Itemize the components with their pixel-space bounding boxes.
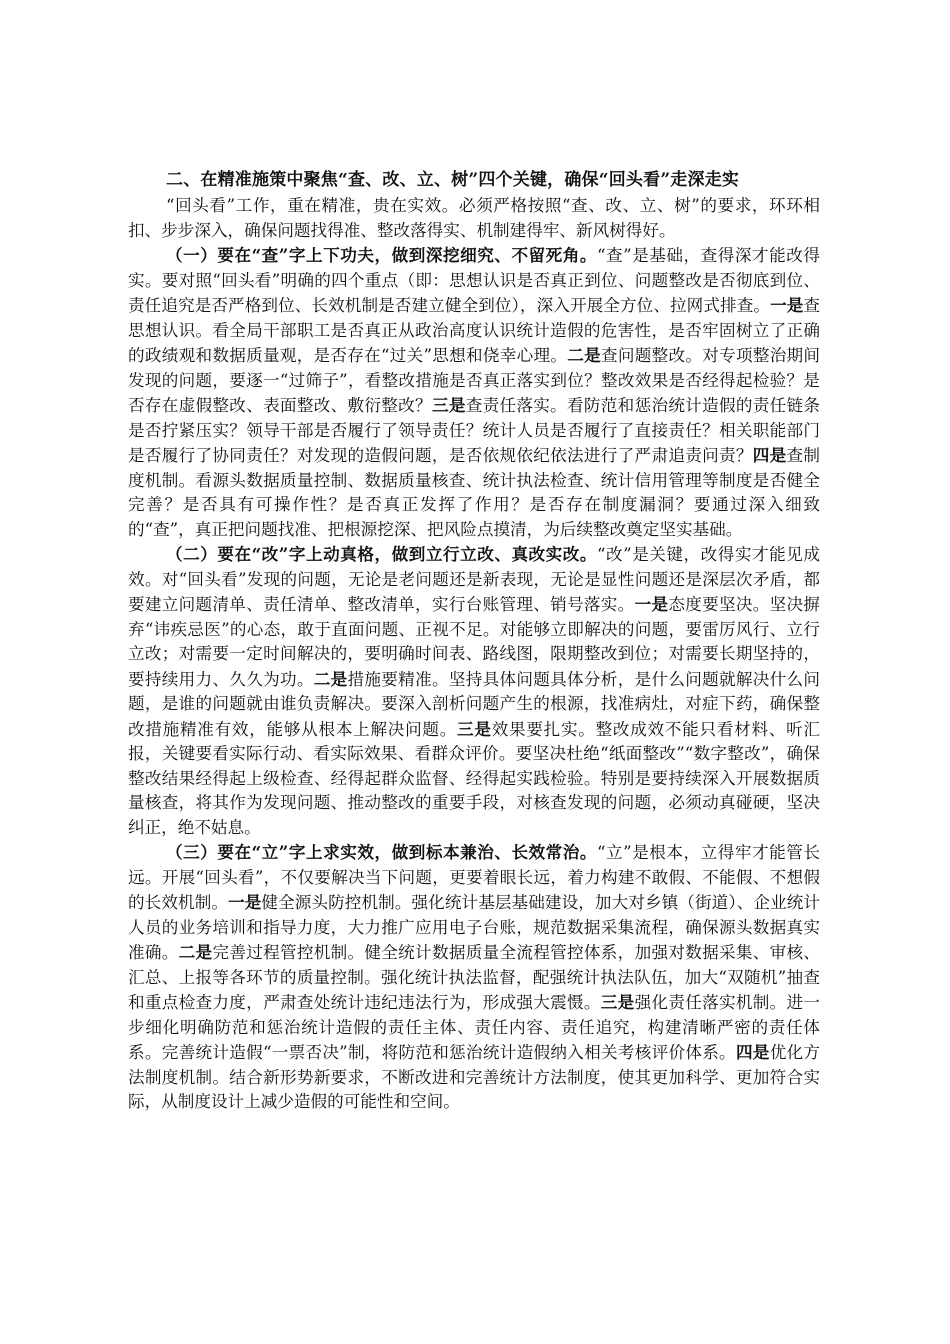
bold-text-segment: 二是 [178,942,213,962]
section-heading: 二、在精准施策中聚焦“查、改、立、树”四个关键，确保“回头看”走深走实 [166,170,740,190]
text-segment: 健全源头防控机制。强化统计基层基础建设，加大对乡镇（街道）、企业统计人员的业务培训和指导力度，大力推广应用电子台账，规范数据采集流程，确保源头数据真实准确。 [128,893,821,962]
text-segment: 查问题整改。对专项整治期间发现的问题，要逐一“过筛子”，看整改措施是否真正落实到位？整改效果是否经得起检验？是否存在虚假整改、表面整改、敷衍整改？ [128,346,821,415]
bold-text-segment: 一是 [634,594,669,614]
bold-text-segment: 三是 [431,395,466,415]
bold-text-segment: （一）要在“查”字上下功夫，做到深挖细究、不留死角。 [166,245,598,265]
bold-text-segment: 四是 [752,445,787,465]
paragraph [128,243,820,542]
bold-text-segment: 三是 [600,992,635,1012]
text-segment: 效果要扎实。整改成效不能只看材料、听汇报，关键要看实际行动、看实际效果、看群众评价。要坚决杜绝“纸面整改”“数字整改”，确保整改结果经得起上级检查、经得起群众监督、经得起实践检验。特别是要持续深入开展数据质量核查，将其作为发现问题、推动整改的重要手段，对核查发现的问题，必须动真碰硬，坚决纠正，绝不姑息。 [128,719,821,837]
text-segment: 强化责任落实机制。进一步细化明确防范和惩治统计造假的责任主体、责任内容、责任追究，构建清晰严密的责任体系。完善统计造假“一票否决”制，将防范和惩治统计造假纳入相关考核评价体系。 [128,993,821,1062]
bold-text-segment: 二是 [567,345,601,365]
bold-text-segment: 二是 [313,668,348,689]
paragraph [128,542,820,840]
bold-text-segment: 三是 [457,718,492,739]
bold-text-segment: 一是 [770,295,804,315]
bold-text-segment: （二）要在“改”字上动真格，做到立行立改、真改实改。 [166,544,598,564]
paragraph [128,840,820,1115]
text-segment: 查责任落实。看防范和惩治统计造假的责任链条是否拧紧压实？领导干部是否履行了领导责任？统计人员是否履行了直接责任？相关职能部门是否履行了协同责任？对发现的造假问题，是否依规依纪依法进行了严肃追责问责？ [128,396,821,465]
text-segment: “查”是基础，查得深才能改得实。要对照“回头看”明确的四个重点（即：思想认识是否真正到位、问题整改是否彻底到位、责任追究是否严格到位、长效机制是否建立健全到位），深入开展全方位、拉网式排查。 [128,246,820,315]
text-segment: “回头看”工作，重在精准，贵在实效。必须严格按照“查、改、立、树”的要求，环环相扣、步步深入，确保问题找得准、整改落得实、机制建得牢、新风树得好。 [128,196,820,240]
paragraph [128,194,820,243]
text-segment: “改”是关键，改得实才能见成效。对“回头看”发现的问题，无论是老问题还是新表现，无论是显性问题还是深层次矛盾，都要建立问题清单、责任清单、整改清单，实行台账管理、销号落实。 [128,545,820,614]
document-page [128,168,820,1115]
body-paragraphs [128,194,820,1115]
bold-text-segment: 四是 [735,1042,770,1062]
bold-text-segment: （三）要在“立”字上求实效，做到标本兼治、长效常治。 [166,842,598,862]
text-segment: 完善过程管控机制。健全统计数据质量全流程管控体系，加强对数据采集、审核、汇总、上报等各环节的质量控制。强化统计执法监督，配强统计执法队伍，加大“双随机”抽查和重点检查力度，严肃查处统计违纪违法行为，形成强大震慑。 [128,943,821,1012]
text-segment: “立”是根本，立得牢才能管长远。开展“回头看”，不仅要解决当下问题，更要着眼长远，着力构建不敢假、不能假、不想假的长效机制。 [128,843,820,912]
text-segment: 查思想认识。看全局干部职工是否真正从政治高度认识统计造假的危害性，是否牢固树立了正确的政绩观和数据质量观，是否存在“过关”思想和侥幸心理。 [128,296,821,365]
text-segment: 措施要精准。坚持具体问题具体分析，是什么问题就解决什么问题，是谁的问题就由谁负责解决。要深入剖析问题产生的根源，找准病灶，对症下药，确保整改措施精准有效，能够从根本上解决问题。 [128,669,821,739]
text-segment: 优化方法制度机制。结合新形势新要求，不断改进和完善统计方法制度，使其更加科学、更加符合实际，从制度设计上减少造假的可能性和空间。 [128,1043,821,1111]
text-segment: 态度要坚决。坚决摒弃“讳疾忌医”的心态，敢于直面问题、正视不足。对能够立即解决的问题，要雷厉风行、立行立改；对需要一定时间解决的，要明确时间表、路线图，限期整改到位；对需要长期坚持的，要持续用力、久久为功。 [128,595,821,689]
text-segment: 查制度机制。看源头数据质量控制、数据质量核查、统计执法检查、统计信用管理等制度是否健全完善？是否具有可操作性？是否真正发挥了作用？是否存在制度漏洞？要通过深入细致的“查”，真正把问题找准、把根源挖深、把风险点摸清，为后续整改奠定坚实基础。 [128,446,821,539]
bold-text-segment: 一是 [228,892,262,912]
